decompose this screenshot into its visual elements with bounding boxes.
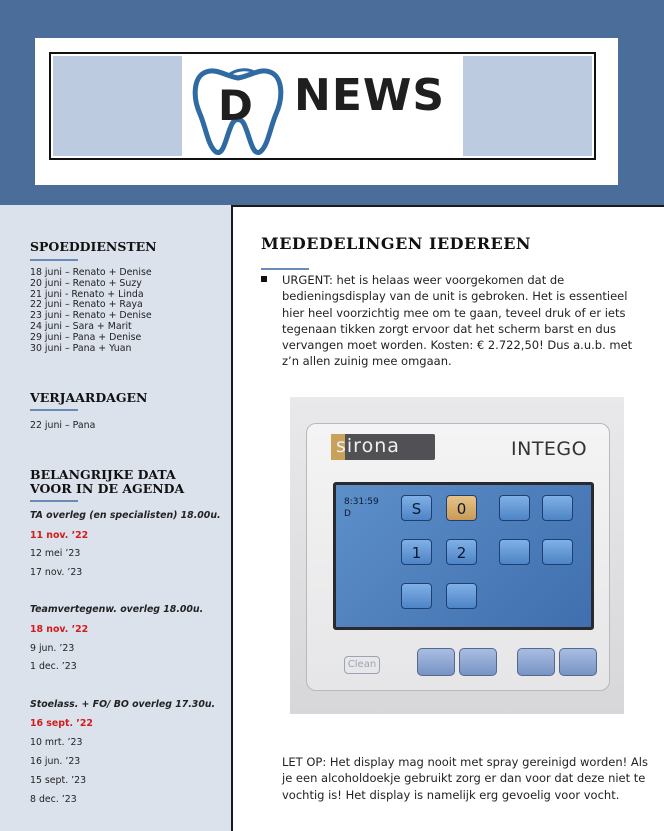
screen-readout [344,496,379,520]
section-rule [261,268,309,270]
cup-icon [417,648,455,676]
bullet-icon [261,276,267,282]
chair-back-icon [542,495,573,521]
agenda-heading [30,468,184,496]
banner-side-left [53,56,182,156]
touch-screen [333,482,594,630]
model-name: INTEGO [511,438,588,460]
news-wordmark: NEWS [294,70,446,121]
list-item: 22 juni – Renato + Raya [30,299,143,311]
list-item: 29 juni – Pana + Denise [30,331,142,343]
agenda-group-heading: Teamvertegenw. overleg 18.00u. [30,604,204,615]
agenda-date: 8 dec. ’23 [30,794,77,805]
spoeddiensten-heading: SPOEDDIENSTEN [30,239,157,254]
section-rule [30,409,78,411]
clock-icon [446,583,477,609]
person-icon [401,583,432,609]
urgent-paragraph: URGENT: het is helaas weer voorgekomen dat de bedieningsdisplay van de unit is gebroken. Het is essentieel hier heel voorzichtig mee om te gaan, teveel druk of er iets tegenaan tikken zorgt ervoor dat het scherm barst en dus vervangen moet worden. Kosten: € 2.722,50! Dus a.u.b. met z’n allen zuinig mee omgaan. [282,273,633,369]
brand-name: sirona [336,435,400,457]
agenda-date: 1 dec. ’23 [30,661,77,672]
monitor-icon [559,648,597,676]
list-item: 22 juni – Pana [30,420,96,431]
lamp-icon [517,648,555,676]
brand-logo [331,434,435,460]
screen-button-s: S [401,495,432,521]
list-item: 24 juni – Sara + Marit [30,320,132,332]
agenda-date-highlight: 16 sept. ’22 [30,718,93,729]
agenda-heading-line: BELANGRIJKE DATA [30,467,176,482]
tooth-logo-icon [188,62,288,158]
screen-button-1: 1 [401,539,432,565]
chair-up-icon [499,495,530,521]
spoeddiensten-list [30,268,152,354]
control-panel [306,423,610,691]
chair-icon [459,648,497,676]
agenda-group-heading: TA overleg (en specialisten) 18.00u. [30,510,221,521]
screen-letter: D [344,509,351,519]
logo-letter: D [218,81,253,130]
section-rule [30,500,78,502]
list-item: 20 juni – Renato + Suzy [30,277,142,289]
warning-paragraph: LET OP: Het display mag nooit met spray gereinigd worden! Als je een alcoholdoekje gebruikt zorg er dan voor dat deze niet te vochtig is! Het display is namelijk erg gevoelig voor vocht. [282,755,648,802]
list-item: 23 juni – Renato + Denise [30,310,152,322]
banner-center [182,56,464,156]
list-item: 30 juni – Pana + Yuan [30,342,132,354]
chair-down-icon [499,539,530,565]
screen-button-0: 0 [446,495,477,521]
verjaardagen-heading: VERJAARDAGEN [30,390,148,405]
clean-label: Clean [344,656,380,674]
agenda-group-heading: Stoelass. + FO/ BO overleg 17.30u. [30,699,216,710]
list-item: 21 juni - Renato + Linda [30,288,144,300]
section-rule [30,259,78,261]
list-item: 18 juni – Renato + Denise [30,267,152,278]
agenda-date: 15 sept. ’23 [30,775,87,786]
verjaardagen-list [30,421,95,432]
agenda-date-highlight: 18 nov. ’22 [30,624,89,635]
main-title: MEDEDELINGEN IEDEREEN [261,234,532,253]
agenda-date: 17 nov. ’23 [30,567,83,578]
screen-button-2: 2 [446,539,477,565]
agenda-date: 12 mei ’23 [30,548,81,559]
dnews-banner [49,52,596,160]
banner-side-right [463,56,592,156]
agenda-date: 16 jun. ’23 [30,756,81,767]
agenda-date: 10 mrt. ’23 [30,737,83,748]
display-photo [290,397,624,714]
agenda-date-highlight: 11 nov. ’22 [30,530,89,541]
chair-tilt-icon [542,539,573,565]
screen-time: 8:31:59 [344,497,379,507]
agenda-date: 9 jun. ’23 [30,643,75,654]
agenda-heading-line: VOOR IN DE AGENDA [30,481,185,496]
